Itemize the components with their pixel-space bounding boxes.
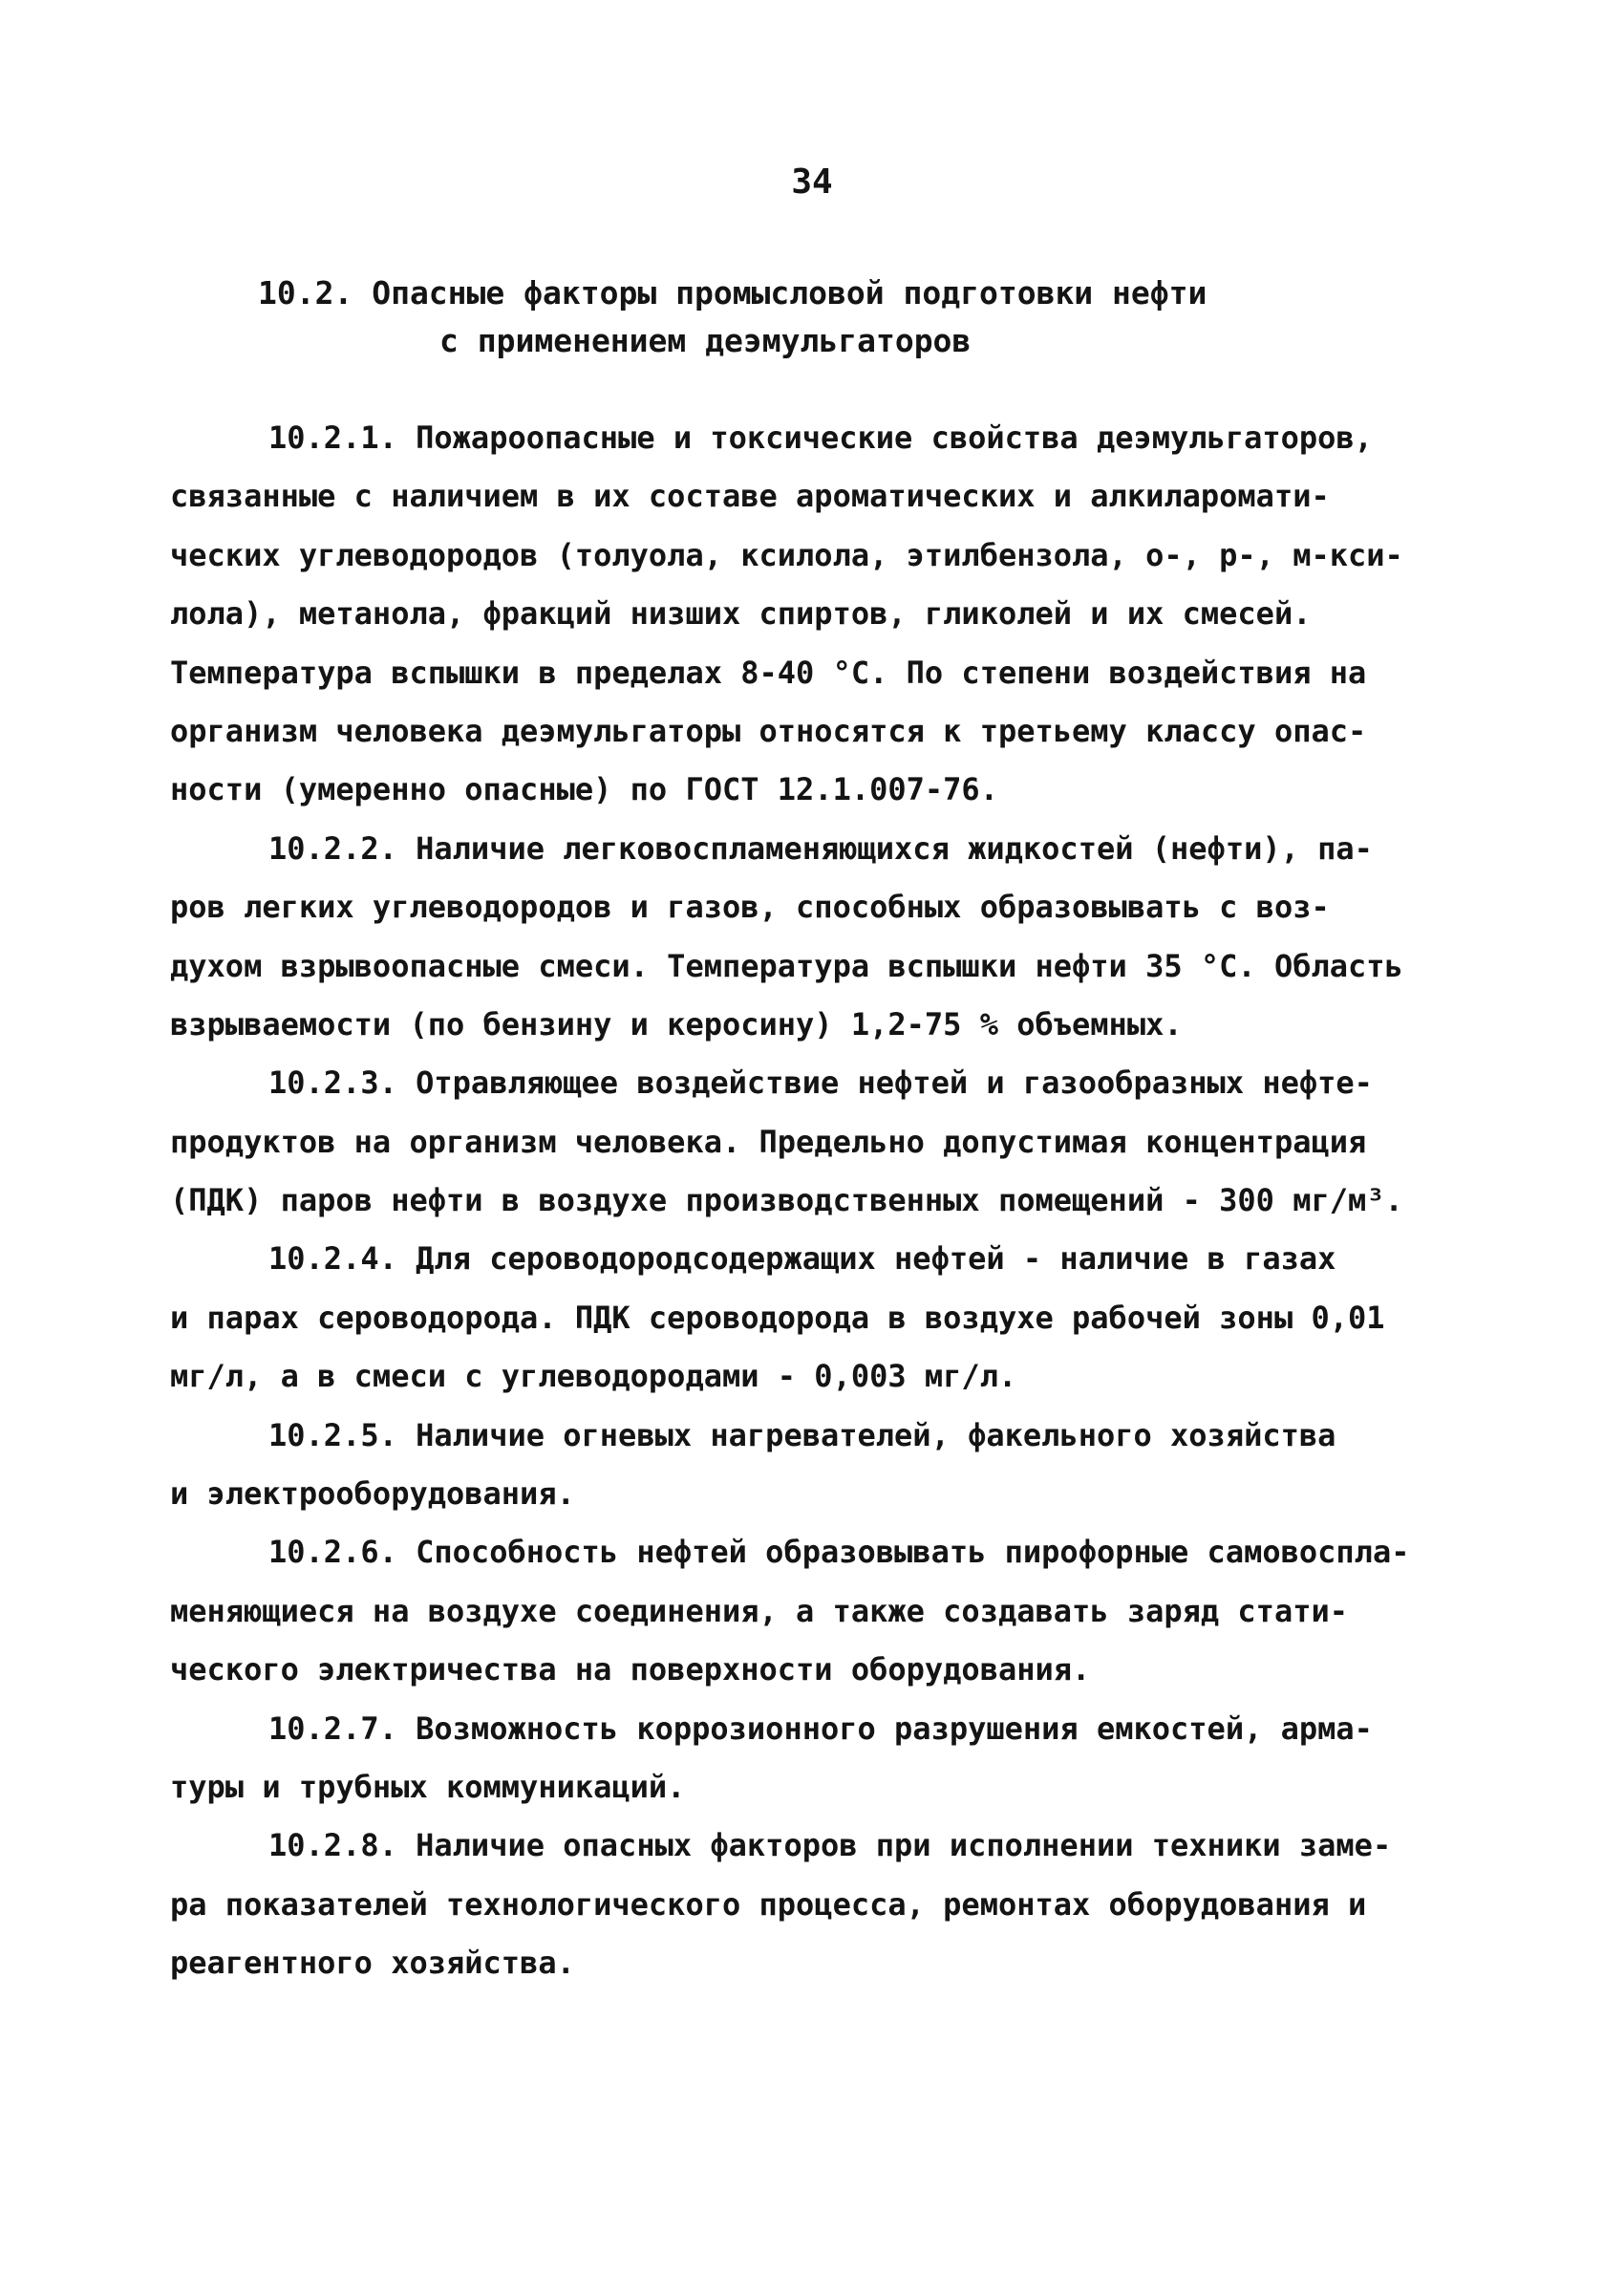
- paragraph-line: организм человека деэмульгаторы относятся к третьему классу опас-: [170, 712, 1367, 749]
- paragraph-10-2-5: [170, 1407, 1469, 1524]
- section-title: [258, 269, 1309, 365]
- paragraph-10-2-4: [170, 1230, 1469, 1406]
- paragraph-10-2-2: [170, 820, 1469, 1055]
- paragraph-line: взрываемости (по бензину и керосину) 1,2-75 % объемных.: [170, 1005, 1183, 1043]
- page-number: 34: [791, 162, 833, 202]
- paragraph-line: лола), метанола, фракций низших спиртов, гликолей и их смесей.: [170, 595, 1312, 633]
- paragraph-line: 10.2.6. Способность нефтей образовывать пирофорные самовоспла-: [268, 1534, 1410, 1571]
- paragraph-line: 10.2.7. Возможность коррозионного разрушения емкостей, арма-: [268, 1709, 1373, 1747]
- paragraph-line: ров легких углеводородов и газов, способных образовывать с воз-: [170, 889, 1330, 926]
- paragraph-10-2-1: [170, 409, 1469, 820]
- paragraph-line: ческих углеводородов (толуола, ксилола, этилбензола, о-, р-, м-кси-: [170, 536, 1403, 573]
- paragraph-line: Температура вспышки в пределах 8-40 °С. По степени воздействия на: [170, 654, 1367, 691]
- section-title-line: с применением деэмульгаторов: [439, 322, 972, 359]
- paragraph-10-2-6: [170, 1523, 1469, 1699]
- paragraph-line: связанные с наличием в их составе ароматических и алкиларомати-: [170, 478, 1330, 515]
- paragraph-line: 10.2.3. Отравляющее воздействие нефтей и газообразных нефте-: [268, 1064, 1373, 1102]
- paragraph-line: и парах сероводорода. ПДК сероводорода в воздухе рабочей зоны 0,01: [170, 1299, 1385, 1336]
- paragraph-line: меняющиеся на воздухе соединения, а также создавать заряд стати-: [170, 1592, 1348, 1629]
- paragraph-line: туры и трубных коммуникаций.: [170, 1768, 686, 1805]
- paragraph-line: (ПДК) паров нефти в воздухе производственных помещений - 300 мг/м³.: [170, 1182, 1403, 1219]
- paragraph-line: ности (умеренно опасные) по ГОСТ 12.1.007-76.: [170, 771, 998, 808]
- paragraph-line: реагентного хозяйства.: [170, 1945, 575, 1982]
- paragraph-line: 10.2.1. Пожароопасные и токсические свойства деэмульгаторов,: [268, 419, 1373, 456]
- paragraph-line: духом взрывоопасные смеси. Температура вспышки нефти 35 °С. Область: [170, 947, 1403, 984]
- paragraph-10-2-3: [170, 1054, 1469, 1230]
- paragraph-line: мг/л, а в смеси с углеводородами - 0,003 мг/л.: [170, 1358, 1017, 1395]
- paragraph-line: и электрооборудования.: [170, 1475, 575, 1513]
- section-body: [170, 409, 1469, 1993]
- paragraph-line: ра показателей технологического процесса, ремонтах оборудования и: [170, 1885, 1367, 1923]
- paragraph-10-2-8: [170, 1817, 1469, 1992]
- paragraph-10-2-7: [170, 1700, 1469, 1817]
- paragraph-line: продуктов на организм человека. Предельно допустимая концентрация: [170, 1123, 1367, 1160]
- section-title-line: 10.2. Опасные факторы промысловой подготовки нефти: [258, 274, 1207, 312]
- paragraph-line: 10.2.8. Наличие опасных факторов при исполнении техники заме-: [268, 1827, 1392, 1864]
- paragraph-line: ческого электричества на поверхности оборудования.: [170, 1651, 1091, 1688]
- paragraph-line: 10.2.2. Наличие легковоспламеняющихся жидкостей (нефти), па-: [268, 829, 1373, 867]
- paragraph-line: 10.2.5. Наличие огневых нагревателей, факельного хозяйства: [268, 1416, 1336, 1453]
- paragraph-line: 10.2.4. Для сероводородсодержащих нефтей - наличие в газах: [268, 1240, 1336, 1278]
